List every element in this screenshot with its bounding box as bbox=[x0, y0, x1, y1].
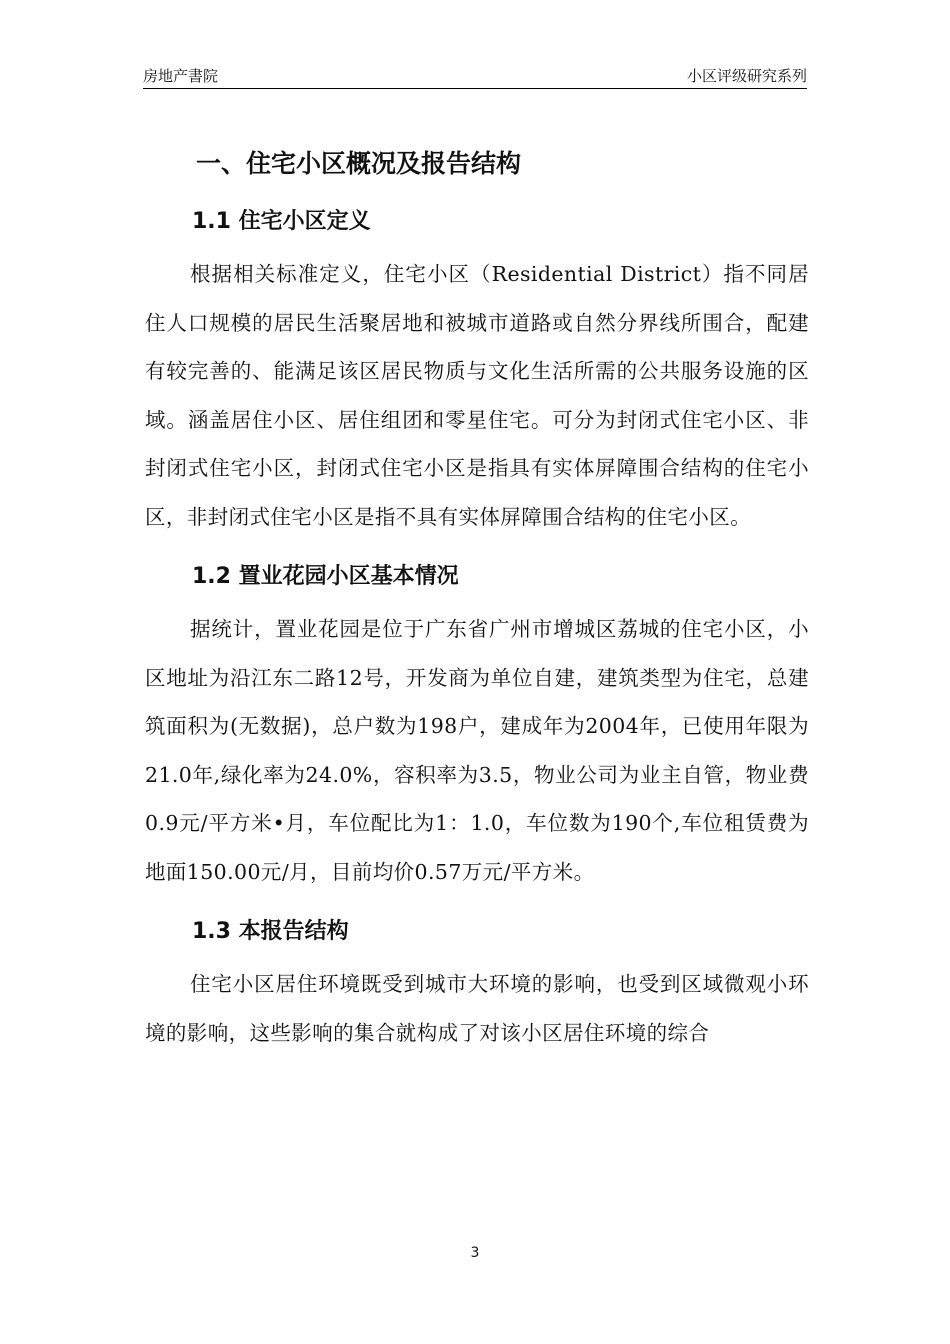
page-header bbox=[143, 66, 807, 88]
header-series: 小区评级研究系列 bbox=[686, 67, 807, 85]
header-rule bbox=[143, 88, 807, 89]
page-number: 3 bbox=[470, 1245, 480, 1261]
section-heading-1-1: 1.1 住宅小区定义 bbox=[192, 209, 371, 234]
section-paragraph-1-3: 住宅小区居住环境既受到城市大环境的影响，也受到区域微观小环境的影响，这些影响的集合就构成了对该小区居住环境的综合 bbox=[145, 972, 809, 1045]
chapter-title: 一、住宅小区概况及报告结构 bbox=[196, 149, 522, 178]
section-heading-1-3: 1.3 本报告结构 bbox=[192, 919, 349, 944]
page-body bbox=[145, 140, 809, 1065]
section-heading-1-2: 1.2 置业花园小区基本情况 bbox=[192, 564, 459, 589]
section-paragraph-1-1: 根据相关标准定义，住宅小区（Residential District）指不同居住人口规模的居民生活聚居地和被城市道路或自然分界线所围合，配建有较完善的、能满足该区居民物质与文化生活所需的公共服务设施的区域。涵盖居住小区、居住组团和零星住宅。可分为封闭式住宅小区、非封闭式住宅小区，封闭式住宅小区是指具有实体屏障围合结构的住宅小区，非封闭式住宅小区是指不具有实体屏障围合结构的住宅小区。 bbox=[145, 262, 809, 529]
header-publisher: 房地产書院 bbox=[143, 67, 219, 85]
section-paragraph-1-2: 据统计，置业花园是位于广东省广州市增城区荔城的住宅小区，小区地址为沿江东二路12号，开发商为单位自建，建筑类型为住宅，总建筑面积为(无数据)，总户数为198户，建成年为2004年，已使用年限为21.0年,绿化率为24.0%，容积率为3.5，物业公司为业主自管，物业费0.9元/平方米•月，车位配比为1：1.0，车位数为190个,车位租赁费为地面150.00元/月，目前均价0.57万元/平方米。 bbox=[145, 617, 809, 884]
